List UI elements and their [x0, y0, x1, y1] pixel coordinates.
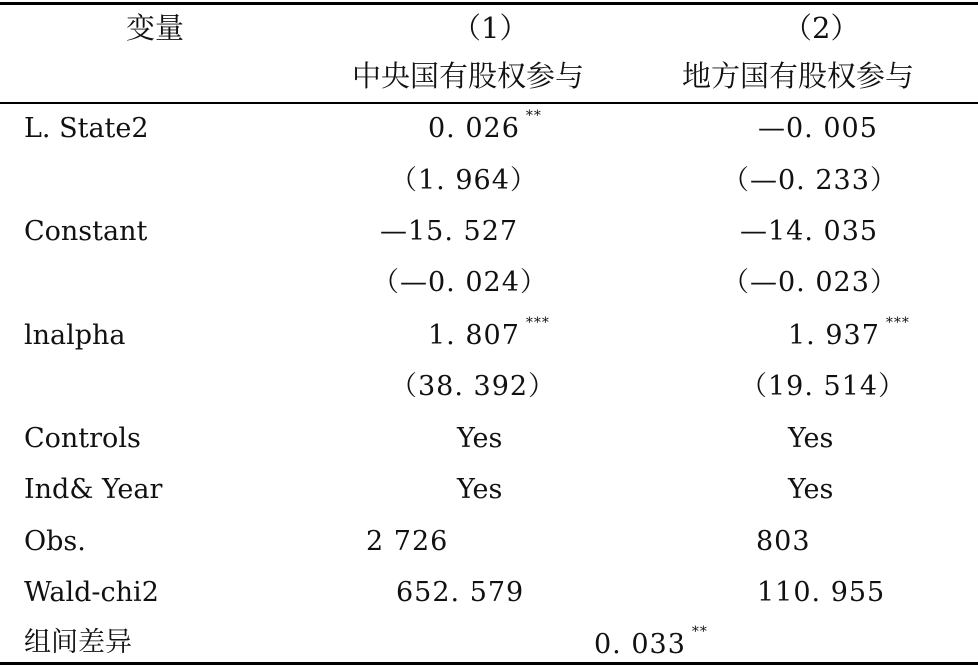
- control-indicator: Yes: [788, 423, 834, 454]
- tstat-cell: （—0. 024）: [372, 267, 548, 298]
- coef-cell: 0. 026 **: [428, 108, 542, 144]
- row-label: Obs.: [24, 526, 86, 557]
- row-label: Controls: [24, 423, 141, 454]
- coef-cell: 1. 937 ***: [788, 315, 910, 351]
- header-col2-number: （2）: [783, 11, 860, 45]
- tstat-cell: （—0. 233）: [722, 165, 898, 196]
- obs-cell: 803: [756, 526, 811, 557]
- significance-stars: **: [525, 108, 542, 124]
- top-rule: [0, 2, 978, 5]
- coef-cell: 1. 807 ***: [428, 315, 550, 351]
- row-label: Ind& Year: [24, 474, 163, 505]
- header-col1-number: （1）: [452, 11, 529, 45]
- row-label: lnalpha: [24, 320, 126, 351]
- diff-value: 0. 033 **: [594, 624, 708, 660]
- bottom-rule: [0, 662, 978, 665]
- significance-stars: ***: [885, 315, 910, 331]
- control-indicator: Yes: [788, 474, 834, 505]
- control-indicator: Yes: [457, 474, 503, 505]
- significance-stars: **: [691, 624, 708, 640]
- coef-cell: —14. 035: [740, 216, 879, 247]
- tstat-cell: （1. 964）: [390, 165, 538, 196]
- tstat-cell: （19. 514）: [740, 371, 907, 402]
- coef-cell: —0. 005: [758, 113, 878, 144]
- obs-cell: 2 726: [366, 526, 449, 557]
- significance-stars: ***: [525, 315, 550, 331]
- header-variable-label: 变量: [126, 11, 185, 45]
- row-label: Wald-chi2: [24, 577, 159, 608]
- row-label: L. State2: [24, 113, 149, 144]
- coef-cell: —15. 527: [380, 216, 519, 247]
- stat-cell: 110. 955: [757, 577, 886, 608]
- header-col2-name: 地方国有股权参与: [682, 59, 915, 93]
- row-label: Constant: [24, 216, 148, 247]
- header-col1-name: 中央国有股权参与: [352, 59, 585, 93]
- diff-label: 组间差异: [24, 627, 132, 658]
- tstat-cell: （—0. 023）: [722, 267, 898, 298]
- tstat-cell: （38. 392）: [390, 371, 557, 402]
- control-indicator: Yes: [457, 423, 503, 454]
- stat-cell: 652. 579: [396, 577, 525, 608]
- header-rule: [0, 102, 978, 104]
